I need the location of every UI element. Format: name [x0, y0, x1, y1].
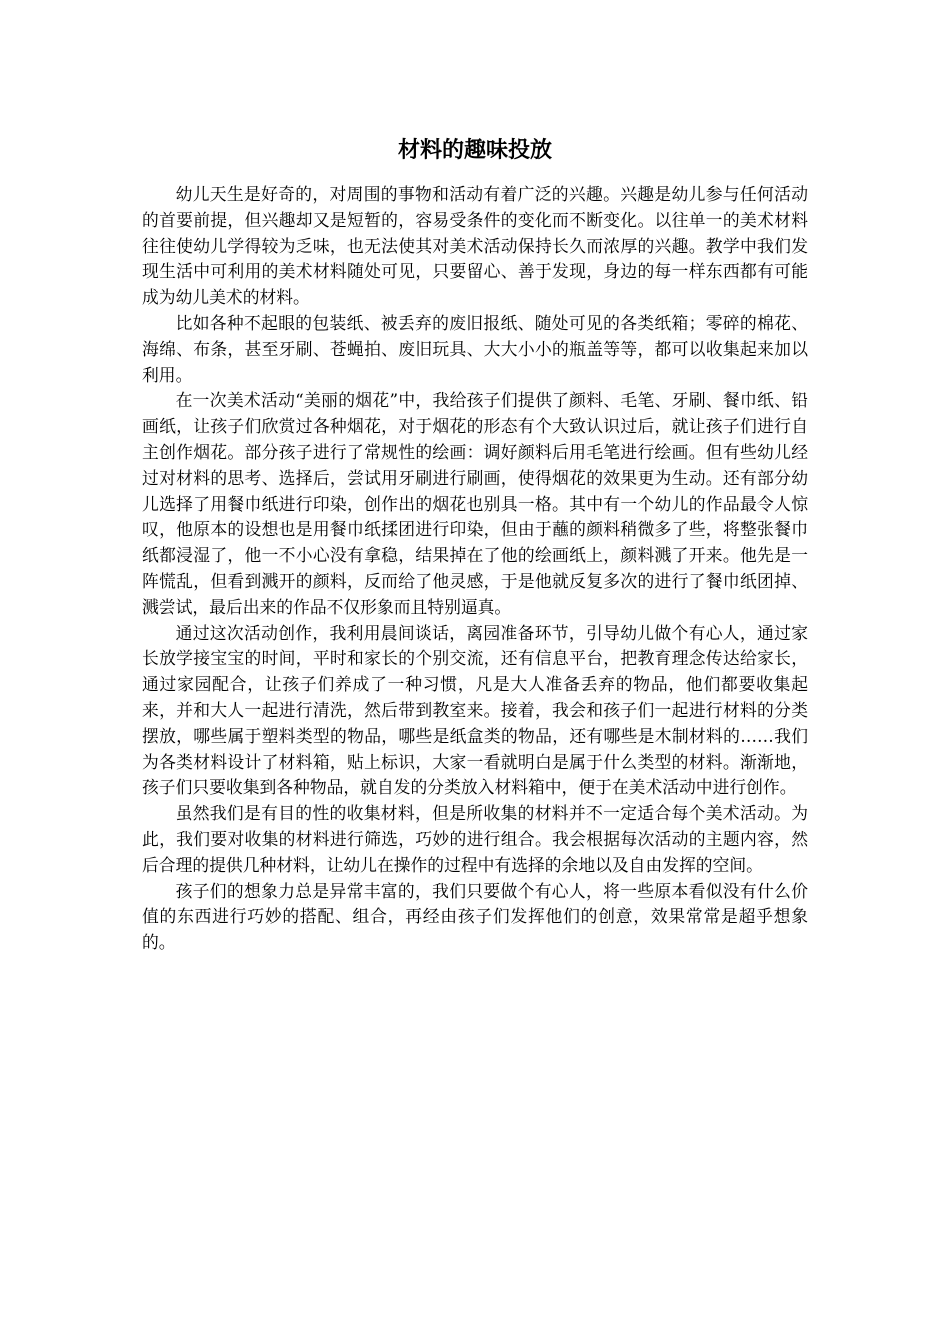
paragraph-examples: 比如各种不起眼的包装纸、被丢弃的废旧报纸、随处可见的各类纸箱；零碎的棉花、海绵、布条，甚至牙刷、苍蝇拍、废旧玩具、大大小小的瓶盖等等，都可以收集起来加以利用。	[142, 312, 808, 385]
paragraph-selection: 虽然我们是有目的性的收集材料，但是所收集的材料并不一定适合每个美术活动。为此，我们要对收集的材料进行筛选，巧妙的进行组合。我会根据每次活动的主题内容，然后合理的提供几种材料，让幼儿在操作的过程中有选择的余地以及自由发挥的空间。	[142, 803, 808, 875]
paragraph-fireworks-activity: 在一次美术活动“美丽的烟花”中，我给孩子们提供了颜料、毛笔、牙刷、餐巾纸、铅画纸，让孩子们欣赏过各种烟花，对于烟花的形态有个大致认识过后，就让孩子们进行自主创作烟花。部分孩子进行了常规性的绘画：调好颜料后用毛笔进行绘画。但有些幼儿经过对材料的思考、选择后，尝试用牙刷进行刷画，使得烟花的效果更为生动。还有部分幼儿选择了用餐巾纸进行印染，创作出的烟花也别具一格。其中有一个幼儿的作品最令人惊叹，他原本的设想也是用餐巾纸揉团进行印染，但由于蘸的颜料稍微多了些，将整张餐巾纸都浸湿了，他一不小心没有拿稳，结果掉在了他的绘画纸上，颜料溅了开来。他先是一阵慌乱，但看到溅开的颜料，反而给了他灵感，于是他就反复多次的进行了餐巾纸团掉、溅尝试，最后出来的作品不仅形象而且特别逼真。	[142, 390, 808, 617]
document-body	[142, 136, 808, 956]
document-title: 材料的趣味投放	[397, 138, 552, 163]
paragraph-conclusion: 孩子们的想象力总是异常丰富的，我们只要做个有心人，将一些原本看似没有什么价值的东西进行巧妙的搭配、组合，再经由孩子们发挥他们的创意，效果常常是超乎想象的。	[142, 880, 808, 953]
paragraph-intro: 幼儿天生是好奇的，对周围的事物和活动有着广泛的兴趣。兴趣是幼儿参与任何活动的首要前提，但兴趣却又是短暂的，容易受条件的变化而不断变化。以往单一的美术材料往往使幼儿学得较为乏味，也无法使其对美术活动保持长久而浓厚的兴趣。教学中我们发现生活中可利用的美术材料随处可见，只要留心、善于发现，身边的每一样东西都有可能成为幼儿美术的材料。	[142, 184, 808, 308]
paragraph-collection: 通过这次活动创作，我利用晨间谈话，离园准备环节，引导幼儿做个有心人，通过家长放学接宝宝的时间，平时和家长的个别交流，还有信息平台，把教育理念传达给家长，通过家园配合，让孩子们养成了一种习惯，凡是大人准备丢弃的物品，他们都要收集起来，并和大人一起进行清洗，然后带到教室来。接着，我会和孩子们一起进行材料的分类摆放，哪些属于塑料类型的物品，哪些是纸盒类的物品，还有哪些是木制材料的……我们为各类材料设计了材料箱，贴上标识，大家一看就明白是属于什么类型的材料。渐渐地，孩子们只要收集到各种物品，就自发的分类放入材料箱中，便于在美术活动中进行创作。	[142, 622, 808, 798]
